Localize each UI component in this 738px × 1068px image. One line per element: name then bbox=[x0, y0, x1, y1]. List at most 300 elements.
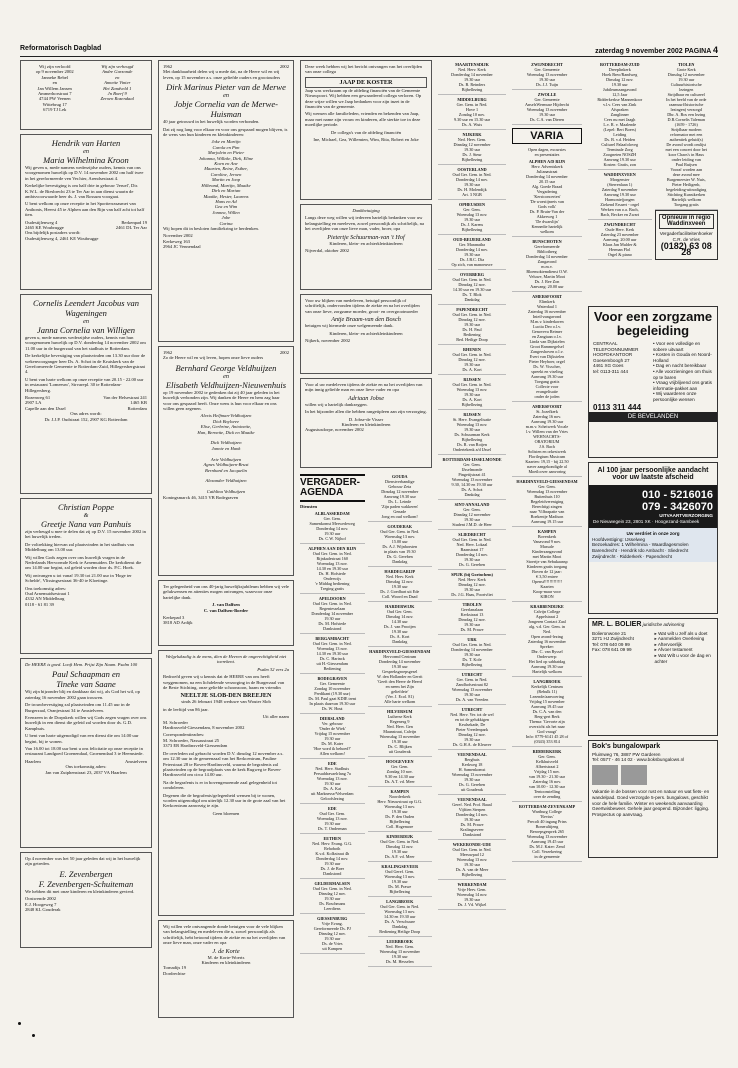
entry-details: Oud Ger. Gem. Woensdag 13 nov. 19.30 uur Ds. T. Onderman bbox=[316, 811, 348, 831]
list-item bbox=[438, 345, 506, 375]
agenda-title: VERGADER- AGENDA bbox=[300, 474, 365, 502]
ad-line: ▸ Wat Wilt u voor de dag en achter bbox=[654, 652, 711, 664]
ad-line: 4461 XG Goes bbox=[593, 363, 624, 369]
groom-name: Christian Poppe bbox=[58, 502, 114, 512]
ad-line: HOOFDKANTOOR bbox=[593, 352, 633, 358]
ad-bullet: • Voor een volledige en sobere uitvaart bbox=[653, 341, 701, 352]
child-name: Maaike, Hester, Laurens bbox=[203, 193, 249, 199]
entry-place: AMERSFOORT bbox=[532, 404, 562, 409]
signatories: Kinderen, klein- en achterkleinkinderen bbox=[329, 240, 403, 246]
future-address: Ons adres wordt: Dr. J.J.P. Oudstraat 152, 2907 KG Rotterdam bbox=[44, 411, 128, 422]
list-item bbox=[438, 705, 506, 750]
ad-bullet: • Vraag vrijblijvend ons gratis informatie-pakket aan bbox=[653, 380, 712, 391]
entry-details: Ned. Herv. Kerk Dinsdag 12 nov. 19.30 uur Ds. J. Goedhart uit Ede Coll. Woord en Daad bbox=[380, 574, 420, 599]
list-item bbox=[438, 270, 506, 305]
engagement-line: 6719 TJ Lek bbox=[43, 107, 67, 113]
place-date: Nijkerk, november 2002 bbox=[305, 338, 351, 344]
anniversary-notice-veldhuijzen bbox=[158, 346, 294, 576]
entry-place: ALPHEN AAN DEN RIJN bbox=[308, 546, 357, 551]
list-item bbox=[588, 170, 652, 220]
date-text: zaterdag 9 november 2002 bbox=[595, 48, 683, 55]
ad-phone: 079 - 3426070 bbox=[642, 501, 713, 513]
list-item bbox=[512, 402, 582, 477]
child-name: Carina bbox=[219, 220, 233, 226]
entry-place: WEKERONDE-UDE bbox=[452, 842, 492, 847]
engagement-left bbox=[25, 64, 85, 113]
list-item bbox=[368, 937, 433, 967]
notice-text: zijn verheugd u mee te delen dat zij op D.V. 15 november 2002 in het huwelijk treden. bbox=[25, 529, 146, 540]
signatories: De collega's van de afdeling financiën bbox=[330, 129, 402, 135]
list-item bbox=[300, 544, 365, 594]
varia-subtitle: Open dagen, excursies en presentaties bbox=[528, 147, 566, 157]
list-item bbox=[300, 759, 365, 804]
column-5 bbox=[512, 60, 582, 1044]
verse-reference: Psalm 32 vers 2a bbox=[257, 666, 289, 672]
notice-footer: Geen bloemen bbox=[212, 810, 240, 816]
notice-text: De overleden zal gebracht worden D.V. dinsdag 12 november a.s. om 12.30 uur in de gemeenzaal van het Rerkcentrum, Pauline Peterstraat 28 te Boven-Hardinxveld, waarna de begrafenis zal plaatsvinden op de begraafplaats van de kerk Rugweg te Boven-Hardinxveld om circa 14.00 uur. bbox=[163, 750, 284, 778]
entry-details: Ger. Gem. Woensdag 13 nov. 19.30 uur Ds. J. Karens Bijbellezing bbox=[456, 207, 488, 232]
list-item bbox=[438, 530, 506, 570]
and-text: en bbox=[223, 92, 229, 100]
entry-details: Oud Ger. Gem. Dinsdag 14 nov. 14.30 uur Ds. J. van Prooijen 19.30 uur Ds. A. Kort Dankdag bbox=[383, 609, 416, 644]
ad-line: tel: 0113-311 444 bbox=[593, 368, 629, 374]
bungalow-photo bbox=[621, 765, 647, 785]
agenda-subtitle: Diensten bbox=[300, 504, 318, 509]
engagement-line: Het Zandveld 1 bbox=[103, 85, 132, 91]
ad-phone: 0113 311 444 bbox=[593, 402, 642, 412]
entry-details: Ver. gebouw 'Onder de Wiek' Vrijdag 15 november 19.30 uur Ds. M. Kater 'Hoe word ik behoed?' Allen welkom! bbox=[313, 721, 351, 756]
list-item bbox=[300, 674, 365, 714]
future-address: Ons toekomstig adres: Jan van Zutphenstraat 23, 2037 VA Haarlem bbox=[45, 764, 127, 775]
entry-details: Noorderkerk Herv. Nieuwstraat op G.G. Woensdag 13 nov. 19.30 uur Ds. P. den Ouden Bijbellezing Coll. Hogemore bbox=[377, 794, 423, 829]
list-item bbox=[438, 375, 506, 410]
bride-name: Greetje Nana van Panhuis bbox=[40, 519, 132, 529]
address: Kerkepad 3 3818 AD Ardijk bbox=[163, 615, 193, 626]
entry-details: Geref. Ned. Prof. Baaal Vijftien Sterpen Donderdag 14 nov. 19.30 uur Ds. M. Prawe Kralingseveer Dankstond bbox=[452, 802, 492, 837]
entry-details: Oud Ger. Gem. in Ned. Dinsdag 12 nov. 19.30 uur Ds. H. Paul Bediening Bed. Heilige Doop bbox=[452, 312, 492, 342]
entry-place: HARDINXVELD-GIESSENDAM bbox=[369, 649, 431, 654]
year: 2002 bbox=[279, 64, 289, 69]
list-item bbox=[438, 130, 506, 165]
entry-place: ROTTERDAM-ZUID bbox=[599, 62, 640, 67]
column-4 bbox=[438, 60, 506, 1044]
list-item bbox=[300, 804, 365, 834]
ad-bullet: • Dag en nacht bereikbaar bbox=[653, 363, 707, 369]
wife-name: F. Zevenbergen-Schuiteman bbox=[38, 878, 134, 889]
deceased-name: Antje Braam-van den Bosch bbox=[331, 316, 401, 324]
list-item bbox=[368, 897, 433, 937]
list-item bbox=[368, 862, 433, 897]
wife-name: Jobje Cornelia van de Merwe-Huisman bbox=[174, 99, 278, 120]
list-item bbox=[438, 880, 506, 910]
engagement-line: Zeroen Rozendaal bbox=[100, 96, 134, 102]
engagement-line: Andre Garzonde bbox=[102, 69, 133, 75]
notice-text: Op 4 november was het 50 jaar geleden dat wij in het huwelijk zijn getreden. bbox=[25, 856, 141, 867]
address: Oudestijlenweg 4 2465 KE Woubrugge bbox=[25, 219, 64, 231]
child-name: Hilbrand, Martijn, Maaike bbox=[201, 182, 251, 188]
ad-title: Voor een zorgzame begeleiding bbox=[593, 309, 713, 338]
entry-place: EDE bbox=[327, 806, 337, 811]
entry-details: Vrije Evang. Gereformeerde Ds. PJ Dinsdag 12 nov. 19.30 uur Ds. de Vries uit Kampen bbox=[313, 921, 351, 951]
year: 1962 bbox=[163, 64, 173, 69]
entry-place: APELDOORN bbox=[318, 596, 346, 601]
notice-text: Bedroefd geven wij u kennis dat de HEERE van ons heeft weggenomen, na een lichdelende verzorging in de Burgerzaal van de Beste Stichting, onze geliefde schoonzoon, haam en vriendin bbox=[163, 674, 285, 691]
thank-you-notice-dekorte bbox=[158, 920, 294, 1018]
list-item bbox=[368, 522, 433, 567]
child-name: Jannie en Hank bbox=[211, 445, 241, 451]
engagement-notice bbox=[20, 60, 152, 130]
deceased-name: Adriaan Jobse bbox=[348, 394, 384, 402]
children-list bbox=[163, 413, 289, 494]
entry-place: OPHEUSDEN bbox=[458, 202, 486, 207]
entry-place: OVERBERG bbox=[460, 272, 484, 277]
entry-details: Oud Ger. Gem. in Ned. Dinsdag 12 nov. 19.30 uur Ds. A.F. vd. Meer bbox=[380, 839, 420, 859]
list-item bbox=[438, 455, 506, 500]
groom-name: Paul Schaapman en bbox=[52, 669, 120, 680]
list-item bbox=[300, 879, 365, 914]
engagement-line: Janneke Rebel bbox=[41, 74, 69, 80]
entry-place: GOUDA bbox=[391, 474, 408, 479]
ad-title: Bok's bungalowpark bbox=[592, 743, 661, 750]
entry-place: EDE bbox=[327, 761, 337, 766]
list-item bbox=[438, 670, 506, 705]
entry-details: Ger. Gem. Samenkomst Merwedeweg Donderdag 14 nov. 19.30 uur Ds. C.W. Nijhof bbox=[309, 516, 355, 541]
list-item bbox=[438, 95, 506, 130]
engagement-line: 4744 PW Veenen bbox=[38, 96, 71, 102]
child-name: Dirk en Marian bbox=[211, 188, 241, 194]
column-6 bbox=[588, 60, 718, 300]
ad-dark-panel bbox=[589, 485, 717, 528]
entry-details: Dienstverbandige Gebouw Zeta Dinsdag 12 november Aanvang 19.30 uur Ds. L. Leinde 'Zijn paden wakkeren' Genade Jong en oud welkom! bbox=[381, 479, 419, 519]
child-name: Dick Boyloree bbox=[212, 418, 240, 424]
list-item bbox=[655, 60, 719, 210]
notice-text: Zo de Heere wil en wij leven, hopen onze lieve ouders bbox=[163, 355, 264, 361]
column-1 bbox=[20, 60, 152, 1044]
ad-text: De Nieuwegein 23, 2801 XK · Hoogezand-Sambeek bbox=[593, 518, 700, 524]
engagement-line: op 9 november 2002 bbox=[35, 69, 74, 75]
ad-line: Goesemboogh 27 bbox=[593, 357, 630, 363]
list-item bbox=[300, 834, 365, 879]
place-date: Augustusdorpe, november 2002 bbox=[305, 427, 364, 433]
child-name: Koen en Ane bbox=[214, 161, 238, 167]
varia-heading: VARIA bbox=[512, 128, 582, 144]
page-number: 4 bbox=[712, 45, 718, 55]
child-name: Hans en Ad bbox=[215, 198, 237, 204]
entry-details: Ned. Herv. Kerk Donderdag 14 november 19.30 uur Ds. B. Reinders Bijbellezing bbox=[451, 67, 493, 92]
bride-name: Janna Cornelia van Willigen bbox=[37, 325, 135, 335]
entry-details: Oud Ger. Gem. in Ned. Woensdag 13 nov. 15.00 uur Ds. A.J. Wijnhorsten in plaats van 19.30 Ds. G. Gereben Dankdag bbox=[380, 529, 420, 564]
entry-place: TIOLEN bbox=[678, 62, 695, 67]
ad-line: Fax: 078 641 09 99 bbox=[592, 647, 632, 653]
entry-place: ALPHEN A/D RIJN bbox=[528, 159, 566, 164]
entry-place: WADDINXVEEN bbox=[603, 172, 636, 177]
notice-text: De kerkelijke bevestiging van plaatsvinden om 13.30 uur door de wekenvoorganger heer Ds. A. Schot in de Kruiskerk van de Gereformeerde Gemeente te Rotterdam-Zuid, Hillegersbergstraat 4. bbox=[25, 353, 146, 375]
child-name: Gea en Wim bbox=[214, 204, 238, 210]
engagement-right bbox=[88, 64, 148, 113]
list-item bbox=[368, 707, 433, 757]
bride-name: Maria Wilhelmina Kroon bbox=[43, 155, 129, 165]
entry-details: Elimkerk Waterdaal 1 Zaterdag 16 november Inteil-zangavond M.m.v. kinderkoren Luctia Deo o.l.v. Genoveva Reimer en Zangiaan o.l.v. Linda van Dijkstelen Groot Rammegelsel Zangershoven o.l.v. Evert van Dijkstelen Pieter Heyboer, orgel Ds. W. Visscher, spreekt en viseling Aanvang 19.30 uur Toegang gratis Collecte voor evangelisatie onder de joden bbox=[528, 299, 566, 399]
signatory: Uit aller naam bbox=[262, 714, 289, 720]
entry-details: Ger. Gem. Dinsdag 12 november 19.30 uur Student J.M.D. de Heer bbox=[452, 507, 492, 527]
entry-place: LANGBROEK bbox=[386, 899, 414, 904]
entry-details: Ned. Herv. Kerk Dinsdag 12 nov. 19.30 uur Ds. J.G. Haas, Poortvliet bbox=[451, 577, 493, 597]
entry-place: NIJKERK bbox=[462, 132, 482, 137]
entry-details: Berghuis Kerkweg 18 H. Samenkomst Woensdag 13 november 19.30 uur Ds. G. Gereben uit Gouderak bbox=[451, 757, 493, 792]
names-right bbox=[228, 714, 290, 725]
address: Tornadijs 19 Dordrechtse bbox=[163, 965, 187, 976]
notice-title: Dankbetuiging bbox=[352, 208, 380, 213]
notice-text: In het bijzonder allen die hebben rangetipleen aan zijn verzorging. bbox=[305, 409, 427, 415]
notice-text: Wij zijn bijzonder blij en dankbaar dat wij, als God het wil, op zaterdag 16 november 2002 gaan trouwen. bbox=[25, 689, 140, 700]
list-item bbox=[512, 292, 582, 402]
entry-place: SLIEDRECHT bbox=[458, 532, 486, 537]
entry-details: Dreeplinkerk Hoek Breo/Randweg Dinsdag 12 nov. 19.30 uur Jubileumzangavond 12,5 Jaar Ridderkerkse Mannenkoor v.l.v. Cees van Zink Afspraken Zanglinner Cees nu met Jaagh L.v. R. v. Maalende (Lepel: Bert Boers) Leiding Ds. B. v.d. Heiden Culturel Palaafoloveg Terminale Zorg Zoogneten NOSZH Aanvang 19.30 uur Kosten: Gratis, zon bbox=[597, 67, 643, 167]
notice-text: Wij geven u, mede namens wederzijdse ouders, kennis van ons voorgenomen huwelijk op D.V. 14 november 2002 om half twee in het gereformeerde ven Ver.hier, Arendsestraat 4. bbox=[25, 165, 144, 181]
notice-text: geven u, mede namens wederzijdse ouders, kennis van hun voorgenomen huwelijk op D.V. donderdag 14 november 2002 om 11.00 uur in de burgerzaal van het stadhuis te Rotterdam. bbox=[25, 335, 146, 351]
ad-lines bbox=[592, 537, 714, 559]
entry-place: SINT-ANNALAND bbox=[454, 502, 490, 507]
bungalow-photo bbox=[592, 765, 618, 785]
place-date: Hardinxveld-Giessendam, 8 november 2002 bbox=[163, 725, 245, 731]
agenda-list bbox=[300, 509, 365, 954]
ad-address: Pluimweg 76, 3887 PW Garderen Tel: 0577 - 46 14 02 · www.boksbungalows.nl bbox=[592, 751, 685, 763]
list-item bbox=[438, 410, 506, 455]
notice-text: in de leeftijd van 86 jaar. bbox=[163, 706, 209, 712]
ad-bullet: • Alle voorzieningen om thuis op te baren bbox=[653, 368, 712, 380]
column-2 bbox=[158, 60, 294, 1044]
ad-title: Opnieuw in regio Waddinxveen bbox=[659, 214, 715, 229]
entry-details: Grote Kerk Dinsdag 12 november 19.30 uur Cultuurhistorische lezingen Strijdbaar en cultureel In het beeld van de orde raamsurf/historische lezingen) verzorgd Dhr. A. Bos een lezing D.R.Cornelis Taleman (1659 - 1726) Strijdbaar modern reformator met een authentiek geluid(s) De avond wordt omlijst met een concert door het koor Chaos's in Haus onder leiding van Paul Ruijsen Vooraf worden aan deze avond mee Burgemeester W. Nuis, Pieter Heiligenb, begeleiding-uitnodiging Stichting Kunstkerken Hartelijk welkom Toegang gratis bbox=[665, 67, 707, 207]
notice-text: Deze week hebben wij het bericht ontvangen van het overlijden van onze collega bbox=[305, 64, 422, 75]
entry-place: PAPENDRECHT bbox=[456, 307, 488, 312]
entry-place: KRABBENDIJKE bbox=[530, 604, 564, 609]
colleague-death-notice bbox=[300, 60, 432, 200]
entry-details: Ger. Gemeente Woensdag 13 november 19.30 uur Ds. J.J. Tuijn bbox=[526, 67, 568, 87]
child-name: Martin en Joop bbox=[211, 177, 241, 183]
entry-details: Ned. Herv. Gem. Woensdag 13 november 19.30 uur Ds. M. Hesselen bbox=[379, 944, 420, 964]
signatory: Kinderen en kleinkinderen bbox=[341, 422, 391, 428]
list-item bbox=[368, 832, 433, 862]
list-item bbox=[368, 602, 433, 647]
list-item bbox=[368, 472, 433, 522]
ad-label: UITVAARTVERZORGING bbox=[659, 513, 713, 518]
notice-text: Kerkelijke bevestiging is om half drie in gebouw 'Jeruel', Dir. K.W.L. de Biesbrecht 23 te Ter Aar in aan dienst waarin de ambtsvoorwaarde heer ds. J. van Rossum voorgaat. bbox=[25, 183, 139, 200]
paper-name: Reformatorisch Dagblad bbox=[20, 45, 102, 52]
child-name: Agnes Veldhuijzen-Brust bbox=[203, 462, 249, 468]
place: Haarlem bbox=[25, 758, 41, 764]
ad-brand: DE BEVELANDEN bbox=[589, 412, 717, 422]
engagement-line: en bbox=[115, 74, 120, 80]
wedding-notice-1 bbox=[20, 134, 152, 290]
list-item bbox=[512, 602, 582, 677]
signatories: J. van Dalfsen C. van Dalfsen-Boeder bbox=[203, 602, 249, 613]
entry-place: HARDINXVELD-GIESSENDAM bbox=[516, 479, 578, 484]
notice-text: Wij willen vele ontvangende donde betuigen voor de vele blijken van belangstelling en medeleven die u, zowel persoonlijk als schriftelijk, hebt betoond tijdens de ziekte en na het overlijden van onze lieve man, onze vader en opa bbox=[163, 924, 286, 946]
entry-place: ZWIJNDRECHT bbox=[531, 62, 563, 67]
engagement-line: Wij zijn verheugd bbox=[101, 64, 134, 69]
ad-line: ▸ Aftervoerlijk bbox=[654, 641, 682, 647]
entry-place: UTRECHT bbox=[461, 707, 483, 712]
entry-place: URK bbox=[467, 637, 477, 642]
entry-details: Hervormd Centrum Donderdag 14 november 19.30 uur Gespreksgroepsgesel W. den Hollander en Gerrit 'Geeft den Heere de Heerd en neem het Zijn geliefdete' (Ver. J. Ecol. 81) Alle harte welkom bbox=[376, 654, 423, 704]
entry-details: Kerkelijk Centrum (Rebulk 11) Lezende/aanvoering Vrijdag 15 november Aanvang 19.45 uur Ds. C.A. van den Berg-gert Berk Thema: 'Gevorte zijn overzicht als het naar God vraagt' Info: 0779-6141 45 28 of (0343) 353 814 bbox=[525, 684, 569, 744]
child-name: Han, Bernette, Dick en Maaike bbox=[197, 429, 255, 435]
list-item bbox=[300, 714, 365, 759]
thank-you-braam bbox=[300, 294, 432, 374]
list-item bbox=[438, 305, 506, 345]
entry-details: Oud Ger. Gem. in Ned. Woensdag 13 nov. 14.30 en 19.30 uur Ds. C. Harinck uit H.-Giessendam Bediening bbox=[312, 641, 352, 671]
entry-place: AMERSFOORT bbox=[532, 294, 562, 299]
list-item bbox=[588, 60, 652, 170]
uitvaart-ad-bevelanden bbox=[588, 306, 718, 458]
entry-details: Ned. Herv. Evang. G.G. Rehoboth K.v.d. Kolkstraat 4b Donderdag 14 nov. 19.30 uur Ds. J. de Boer Dankstond bbox=[312, 841, 353, 876]
list-item bbox=[512, 527, 582, 602]
entry-place: RIJSSEN bbox=[463, 377, 481, 382]
notice-text: U bent welkom op onze receptie in het Sportterrasasmet van Anthonis, Heerst 45 te Alphen aan den Rijn van half acht tot half tien. bbox=[25, 201, 145, 218]
notice-text: Degenen die de begrafenis/gelegenheid wensen bij te wonen, worden uitgenodigd om uiterlijk 12.30 uur in de grote zaal van het Kerkcentrum aanwezig te zijn. bbox=[163, 792, 286, 809]
year: 1962 bbox=[163, 350, 173, 355]
notice-text: willen wij u hartelijk dankzeggen. bbox=[305, 401, 368, 407]
child-name: Johanna, Willeke, Dirk, Eline bbox=[198, 155, 254, 161]
entry-place: HOOGEVEEN bbox=[386, 759, 414, 764]
husband-name: Dirk Marinus Pieter van de Merwe bbox=[166, 82, 286, 93]
notice-text: Jaap was werkzaam op de afdeling financiën van de Gemeente Nieuwpoort. Wij hebben een gewaardeerd collega verloren. Op deze wijze willen we Jaap bedanken voor zijn inzet in de financiën van de gemeente. bbox=[305, 87, 422, 110]
ad-line: CENTRAAL TELEFOONNUMMER bbox=[593, 341, 639, 352]
column-3 bbox=[300, 60, 432, 1044]
entry-place: MIDDELBURG bbox=[457, 97, 487, 102]
entry-details: Geerlanalaan Kerkstraat 13 Dinsdag 12 nov. 19.30 uur Ds. M. Prawe bbox=[458, 607, 486, 632]
child-name: Marjolein en Pieter bbox=[207, 150, 245, 156]
entry-details: Morgenster (Sterrenlaan 1) Zaterdag 9 november Aanvang 19.30 uur Harmonie(jongen Ziekend Ersaert - orgel Werken van o.a. Bach, Bach, Becker en Zwart bbox=[600, 177, 640, 217]
entry-details: Oud Ger. Gem. in Ned. Dinsdag 12 nov. 19.30 uur Ds. Boschmans Leerdiens bbox=[312, 886, 352, 911]
child-name: Maarten, Reine, Esther, bbox=[204, 166, 248, 172]
notice-text: De voltrekking hiervan zal plaatsvinden in het stadhuis van Middelburg om 13.00 uur. bbox=[25, 541, 134, 553]
engagement-line: Ammerhorstraat 7 bbox=[37, 91, 72, 97]
entry-details: Herv. Adventskerk Julianastraat Donderdag 14 november 20.15 uur Alg. Goede Braad Vergadering 'Kerstconcerten' 'De woestijnreis van Gods volk' Ds. P. Bruin-Van der Akkerweg 1 'De dwarslijn' Kennedie hartelijk welkom bbox=[526, 164, 568, 234]
notice-text: U bent van harte uitgenodigd van een dienst die om 14.00 uur begint, bij te wonen. bbox=[25, 733, 139, 744]
future-address: Ons toekomstig adres: Oud Arnemuidsestraat 1 4332 AN Middelburg 0118 - 61 81 39 bbox=[25, 585, 70, 607]
ad-phone: 010 - 5216016 bbox=[642, 489, 713, 501]
entry-details: Oud Ger. Gem. in Ned. Ned. Herv. Lokaal Baanstraat 17 Donderdag 14 nov. 19.30 uur Ds. G. Gereben bbox=[452, 537, 492, 567]
notice-text: Evenzeen in de Dorpskerk willen wij Gods zegen vragen over ons huwelijk in een dienst die geleid zal worden door ds. G.D. Kamphuis. bbox=[25, 715, 147, 731]
entry-place: KAMPEN bbox=[537, 529, 557, 534]
bride-name: Tineke van Saane bbox=[56, 679, 116, 690]
ad-subtitle: Uw verdriet in onze zorg bbox=[626, 531, 680, 537]
child-name: Alexander Veldhuijzen bbox=[205, 478, 247, 484]
entry-place: OUD-BEIJERLAND bbox=[453, 237, 491, 242]
entry-details: Ger. Gem. in Ned. Zandhofsestraat 82 Woensdag 13 november 19.30 uur Ds. A. van Vreeden bbox=[451, 677, 493, 702]
ad-line: ▸ Aanmelden Overleving bbox=[654, 636, 705, 642]
wedding-notice-4 bbox=[20, 658, 152, 848]
list-item bbox=[512, 237, 582, 292]
address: Van der Helsestraat 241 1465 KB Rotterdam bbox=[103, 395, 147, 411]
list-item bbox=[512, 677, 582, 747]
ad-line: Bezoekadres: 1 Wilhelmina - Waardlagesmolen bbox=[592, 542, 689, 548]
entry-place: HARDEGARIJP bbox=[384, 569, 416, 574]
ad-bullets bbox=[653, 341, 713, 403]
entry-details: Oud Ger. Gem. in Ned. Rijnkadestraat 160 Woensdag 13 nov. 14.30 en 19.30 uur Ds. H. Hofstede Onderwijs 'v Middag bediening Treging gratis bbox=[312, 551, 352, 591]
signatory: M. Schroeder bbox=[163, 719, 189, 725]
entry-details: Ger. Maranatha Donderdag 14 nov. 19.30 uur Ds. J.B.C. Dia Op zich, van manoeuvre bbox=[451, 242, 493, 267]
notice-text: Dat zij nog lang voor elkaar en voor ons gespaard mogen blijven, is de wens van hun kinderen en kleinkinderen: bbox=[163, 126, 288, 138]
notice-text: Met dankbaarheid delen wij u mede dat, na de Heere wil en wij leven, op 15 november a.s. onze geliefde ouders en grootouders bbox=[163, 69, 281, 80]
list-item bbox=[368, 567, 433, 602]
list-item bbox=[300, 634, 365, 674]
entry-place: RIJSSEN bbox=[463, 412, 481, 417]
ad-text: Vakantie in de bossen voor rust en natuur en wat fiets- en wandelpad. Goed verzorgde 5-pers. bungalows, geschikt voor de hele familie. Winter en weekends aanvaarding Geertwisbeweer. Gehele jaar geopend. Bijzonder: ligging. Prospectus op aanvraag. bbox=[592, 789, 710, 817]
notice-text: Voor uw blijken van medeleven, betuigd persoonlijk of schriftelijk, ondervonden tijdens de ziekte en na het overlijden van onze lieve, zorgzame moeder, groot- en overgrootmoeder bbox=[305, 298, 420, 314]
entry-place: UTRECHT bbox=[461, 672, 483, 677]
and-text: en bbox=[83, 148, 89, 155]
list-item bbox=[438, 500, 506, 530]
anniversary-notice-vandemerwe bbox=[158, 60, 294, 342]
entry-place: GIESSENBURG bbox=[317, 916, 348, 921]
child-name: Dick Veldhuijzen bbox=[210, 440, 242, 446]
entry-place: TIBOLEN bbox=[462, 602, 482, 607]
husband-name: Bernhard George Veldhuijzen bbox=[175, 362, 277, 373]
ad-contact bbox=[592, 631, 652, 665]
and-text: & bbox=[83, 512, 89, 519]
notice-text: Na de begrafenis is er in bovengenoemde zaal gelegenheid tot condoleren. bbox=[163, 779, 277, 791]
death-notice-slob bbox=[158, 650, 294, 916]
entry-details: Oude Herv. Kerk Zaterdag 23 november Aanvang: 20.00 uur Klaas Jan Mulder & Herman Flol Orgel & piano bbox=[600, 227, 639, 257]
entry-details: Oud Ger. Gem. in Ned. Donderdag 14 november 19.30 uur Ds. T. Kole Bijbellezing bbox=[451, 642, 493, 667]
notice-text: betuigen wij hiermede onze welgemeende dank. bbox=[305, 323, 394, 329]
entry-place: HILVERSUM bbox=[387, 709, 413, 714]
entry-place: WERKENDAM bbox=[457, 882, 487, 887]
entry-details: Oud Ger. Gem. in Ned. Dinsdag 12 nov. 19.30 uur Ds. A. Kort bbox=[452, 352, 492, 372]
notice-text: Voor al uw medeleven tijdens de ziekte en na het overlijden van mijn innig geliefde man en onze lieve vader en opa bbox=[305, 382, 423, 393]
child-name: Carola en Pim bbox=[212, 144, 240, 150]
agenda-list bbox=[512, 60, 582, 125]
notice-text: sinds 26 februari 1948 weduwe van Wouter Slob bbox=[181, 699, 271, 705]
future-address: Ons bijdelijk postadres wordt: Oudestijlenweg 4, 2461 KE Woubrugge bbox=[25, 230, 99, 241]
signatory: Kinderen en kleinkinderen bbox=[201, 960, 251, 966]
signatories bbox=[163, 955, 289, 966]
address: November 2002 Kerkeweg 163 2964 JC Vennendaal bbox=[163, 233, 201, 250]
deceased-name: NEELTJE SLOB-DEN BREEJEN bbox=[180, 692, 272, 700]
print-mark bbox=[18, 1022, 21, 1025]
ad-line: ▸ Wat wilt u zelf als u doet bbox=[654, 630, 708, 636]
agenda-list-right bbox=[655, 60, 719, 300]
agenda-left bbox=[300, 472, 365, 967]
and-text: en bbox=[223, 372, 229, 380]
child-name: Alexis Helfman-Veldhuijzen bbox=[200, 413, 252, 419]
notice-text: op 19 november 2002 te gedenken dat zij 40 jaar geleden in het huwelijk verbonden zijn. Wij danken de Heere en hem zag haar voor ons gespaard heeft. Onze wens is hun voor elkaar en ons willen geen zegenen. bbox=[163, 389, 280, 412]
list-item bbox=[438, 635, 506, 670]
entry-details: Ger. Gem. Kelkhuisveld Albertstraat 2 Vrijdag 15 nov. van 19.30 - 21.30 uur Zaterdag 16 nov. van 10.00 - 12.30 uur Tentoonstelling over de zending bbox=[528, 754, 566, 799]
entry-details: Ger. Gemeente AnselsWermuse Hijdrecht Woensdag 13 november 19.30 uur Ds. C.A. van Dieren bbox=[525, 97, 569, 122]
entry-place: OOSTERLAND bbox=[457, 167, 487, 172]
wedding-notice-3 bbox=[20, 498, 152, 654]
ad-blue-panel bbox=[589, 528, 717, 562]
list-item bbox=[368, 647, 433, 707]
notice-text: U bent van harte welkom op onze receptie van 20.15 - 22.00 uur in restaurant 'Lomeeuw', Sirvarepl. 30 te Rotterdam-Hillegersberg. bbox=[25, 376, 144, 393]
ad-line: Tel: 078 640 09 99 bbox=[592, 641, 630, 647]
entry-place: KRALINGSEVEER bbox=[381, 864, 419, 869]
notice-text: Van 16.00 tot 18.00 uur bent u ons felicitatie op onze receptie in restaurant Landgoed Groenendaal, Groenendaal 3 te Heemstede. bbox=[25, 746, 144, 757]
thank-you-jobse bbox=[300, 378, 432, 468]
list-item bbox=[300, 594, 365, 634]
notice-text: Ter gelegenheid van ons 40-jarig huwelijksjubileum hebben wij vele gelukwensen en attenties mogen ontvangen, waarvoor onze hartelijke dank. bbox=[163, 584, 289, 600]
entry-place: KAMPEN bbox=[390, 789, 410, 794]
page-header bbox=[20, 44, 718, 57]
list-item bbox=[368, 757, 433, 787]
entry-details: Ger. Gemeente Zondag 10 november Predikant (19.30 uur) Ds. M. Paul gaat KDIE trent In plaats daarvan 19.30 uur Ds. W. Hout bbox=[308, 681, 357, 711]
entry-place: SPIJK (bij Gorinchem) bbox=[451, 572, 493, 577]
list-item bbox=[438, 840, 506, 880]
